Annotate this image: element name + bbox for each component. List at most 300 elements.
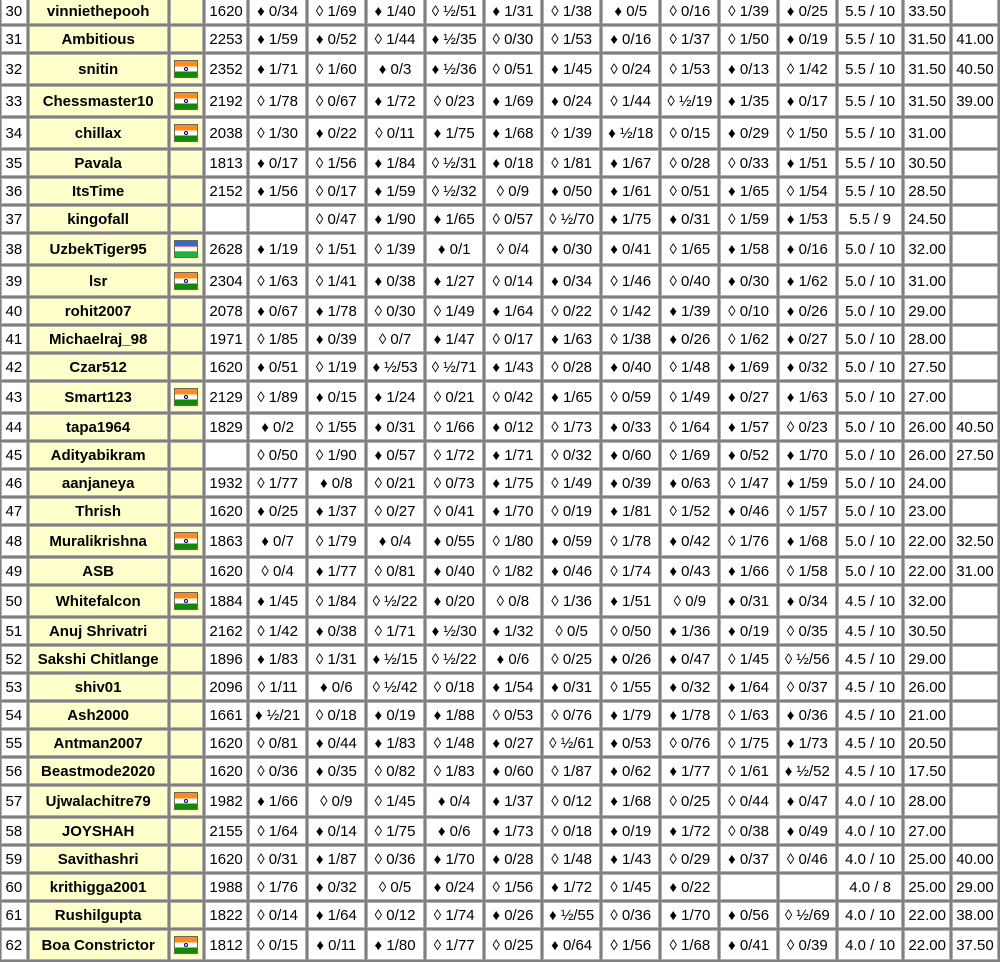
round-result-cell: ◊ 0/21 — [367, 470, 424, 496]
round-result-cell: ♦ 0/31 — [367, 414, 424, 440]
india-flag-icon — [174, 532, 198, 550]
round-result-cell: ♦ 0/33 — [602, 414, 659, 440]
table-row — [1, 354, 998, 380]
round-result-cell: ♦ 0/7 — [249, 526, 306, 556]
round-result-cell: ♦ 0/26 — [602, 646, 659, 672]
round-result-cell: ◊ 1/39 — [367, 234, 424, 264]
round-result-cell: ♦ 0/67 — [249, 298, 306, 324]
score-cell: 4.0 / 10 — [838, 818, 903, 844]
round-result-cell: ◊ 0/23 — [779, 414, 836, 440]
tiebreak-1-cell: 28.00 — [904, 786, 950, 816]
india-flag-icon — [174, 272, 198, 290]
tiebreak-2-cell — [952, 234, 998, 264]
round-result-cell: ♦ 0/51 — [249, 354, 306, 380]
round-result-cell: ◊ 0/46 — [779, 846, 836, 872]
india-flag-icon — [174, 792, 198, 810]
rank-cell: 44 — [1, 414, 27, 440]
score-cell: 4.5 / 10 — [838, 702, 903, 728]
round-result-cell: ◊ 0/33 — [720, 150, 776, 176]
tiebreak-2-cell: 29.00 — [952, 874, 998, 900]
round-result-cell: ◊ 1/71 — [367, 618, 424, 644]
flag-cell — [170, 846, 204, 872]
flag-cell — [170, 206, 204, 232]
table-row — [1, 586, 998, 616]
rank-cell: 55 — [1, 730, 27, 756]
round-result-cell: ◊ 1/74 — [426, 902, 483, 928]
round-result-cell: ◊ 1/59 — [720, 206, 776, 232]
round-result-cell: ♦ 1/80 — [367, 930, 424, 960]
round-result-cell: ♦ 1/81 — [602, 498, 659, 524]
round-result-cell: ◊ 0/12 — [543, 786, 600, 816]
flag-cell — [170, 674, 204, 700]
round-result-cell: ♦ 1/36 — [661, 618, 718, 644]
round-result-cell: ◊ 1/64 — [661, 414, 718, 440]
round-result-cell: ♦ 1/70 — [661, 902, 718, 928]
score-cell: 4.5 / 10 — [838, 758, 903, 784]
round-result-cell: ♦ 1/68 — [485, 118, 541, 148]
round-result-cell: ◊ 0/28 — [661, 150, 718, 176]
round-result-cell: ◊ 0/81 — [367, 558, 424, 584]
tiebreak-1-cell: 17.50 — [904, 758, 950, 784]
round-result-cell: ◊ 1/55 — [602, 674, 659, 700]
round-result-cell: ◊ ½/22 — [426, 646, 483, 672]
round-result-cell: ♦ 0/14 — [308, 818, 364, 844]
rating-cell: 1620 — [205, 730, 247, 756]
player-name-cell: UzbekTiger95 — [29, 234, 168, 264]
round-result-cell: ♦ 1/83 — [367, 730, 424, 756]
round-result-cell: ◊ 0/28 — [543, 354, 600, 380]
flag-cell — [170, 26, 204, 52]
round-result-cell: ♦ 0/22 — [308, 118, 364, 148]
player-name-cell: Anuj Shrivatri — [29, 618, 168, 644]
round-result-cell: ♦ 1/64 — [720, 674, 776, 700]
round-result-cell: ♦ 0/4 — [426, 786, 483, 816]
round-result-cell: ♦ 1/68 — [779, 526, 836, 556]
score-cell: 5.5 / 9 — [838, 206, 903, 232]
rating-cell: 2038 — [205, 118, 247, 148]
score-cell: 5.5 / 10 — [838, 118, 903, 148]
tiebreak-1-cell: 31.50 — [904, 54, 950, 84]
rating-cell: 1620 — [205, 498, 247, 524]
round-result-cell: ♦ 1/63 — [543, 326, 600, 352]
round-result-cell: ♦ 0/31 — [543, 674, 600, 700]
rank-cell: 30 — [1, 0, 27, 24]
rank-cell: 34 — [1, 118, 27, 148]
table-row — [1, 526, 998, 556]
round-result-cell: ◊ 1/44 — [602, 86, 659, 116]
round-result-cell: ◊ 1/46 — [602, 266, 659, 296]
round-result-cell: ◊ 1/58 — [779, 558, 836, 584]
tiebreak-2-cell — [952, 326, 998, 352]
round-result-cell: ♦ 1/78 — [308, 298, 364, 324]
round-result-cell: ◊ 0/30 — [485, 26, 541, 52]
tiebreak-2-cell — [952, 674, 998, 700]
round-result-cell: ◊ 1/38 — [543, 0, 600, 24]
round-result-cell: ◊ 1/56 — [308, 150, 364, 176]
round-result-cell: ♦ 1/73 — [779, 730, 836, 756]
round-result-cell: ◊ 1/66 — [426, 414, 483, 440]
round-result-cell: ◊ 0/18 — [426, 674, 483, 700]
player-name-cell: Muralikrishna — [29, 526, 168, 556]
round-result-cell: ♦ 0/38 — [367, 266, 424, 296]
rank-cell: 41 — [1, 326, 27, 352]
round-result-cell: ◊ 0/15 — [661, 118, 718, 148]
rank-cell: 37 — [1, 206, 27, 232]
table-row — [1, 178, 998, 204]
round-result-cell: ♦ 0/44 — [308, 730, 364, 756]
round-result-cell: ♦ 1/65 — [426, 206, 483, 232]
round-result-cell: ◊ 1/78 — [602, 526, 659, 556]
rank-cell: 56 — [1, 758, 27, 784]
rank-cell: 60 — [1, 874, 27, 900]
round-result-cell: ♦ 0/1 — [426, 234, 483, 264]
tiebreak-2-cell: 32.50 — [952, 526, 998, 556]
round-result-cell: ♦ 0/47 — [779, 786, 836, 816]
round-result-cell: ♦ 0/25 — [779, 0, 836, 24]
score-cell: 5.0 / 10 — [838, 266, 903, 296]
round-result-cell: ♦ 1/70 — [426, 846, 483, 872]
round-result-cell: ♦ 1/59 — [249, 26, 306, 52]
round-result-cell: ♦ 0/53 — [602, 730, 659, 756]
round-result-cell: ♦ 0/17 — [249, 150, 306, 176]
score-cell: 5.5 / 10 — [838, 86, 903, 116]
score-cell: 5.0 / 10 — [838, 470, 903, 496]
rank-cell: 49 — [1, 558, 27, 584]
round-result-cell: ♦ 0/22 — [661, 874, 718, 900]
round-result-cell: ◊ 1/42 — [779, 54, 836, 84]
round-result-cell: ◊ 0/42 — [485, 382, 541, 412]
flag-cell — [170, 618, 204, 644]
round-result-cell: ♦ 0/25 — [249, 498, 306, 524]
round-result-cell: ♦ 1/54 — [485, 674, 541, 700]
round-result-cell: ◊ 1/53 — [543, 26, 600, 52]
round-result-cell: ◊ 0/22 — [543, 298, 600, 324]
round-result-cell: ♦ 1/57 — [720, 414, 776, 440]
round-result-cell: ♦ 1/45 — [249, 586, 306, 616]
tiebreak-2-cell: 37.50 — [952, 930, 998, 960]
round-result-cell: ♦ 1/61 — [602, 178, 659, 204]
player-name-cell: shiv01 — [29, 674, 168, 700]
round-result-cell: ♦ 1/51 — [602, 586, 659, 616]
round-result-cell: ♦ 0/41 — [720, 930, 776, 960]
rating-cell: 2078 — [205, 298, 247, 324]
india-flag-icon — [174, 124, 198, 142]
round-result-cell: ◊ 1/48 — [543, 846, 600, 872]
table-row — [1, 414, 998, 440]
round-result-cell: ♦ 0/19 — [602, 818, 659, 844]
round-result-cell: ◊ 0/12 — [367, 902, 424, 928]
score-cell: 5.0 / 10 — [838, 526, 903, 556]
round-result-cell: ♦ 0/34 — [779, 586, 836, 616]
flag-cell — [170, 298, 204, 324]
round-result-cell: ♦ 0/6 — [308, 674, 364, 700]
round-result-cell: ♦ 1/24 — [367, 382, 424, 412]
tiebreak-2-cell — [952, 382, 998, 412]
round-result-cell: ◊ 1/49 — [543, 470, 600, 496]
round-result-cell: ◊ 1/83 — [426, 758, 483, 784]
tiebreak-2-cell — [952, 730, 998, 756]
round-result-cell: ♦ 0/43 — [661, 558, 718, 584]
flag-cell — [170, 0, 204, 24]
table-row — [1, 902, 998, 928]
table-row — [1, 702, 998, 728]
round-result-cell: ◊ 1/30 — [249, 118, 306, 148]
round-result-cell: ♦ 0/8 — [308, 470, 364, 496]
round-result-cell: ♦ 0/19 — [779, 26, 836, 52]
rating-cell: 1620 — [205, 354, 247, 380]
score-cell: 5.0 / 10 — [838, 382, 903, 412]
rating-cell: 1620 — [205, 0, 247, 24]
rank-cell: 50 — [1, 586, 27, 616]
round-result-cell: ♦ 0/20 — [426, 586, 483, 616]
india-flag-icon — [174, 60, 198, 78]
score-cell: 4.0 / 10 — [838, 902, 903, 928]
tiebreak-2-cell — [952, 266, 998, 296]
rating-cell: 1620 — [205, 758, 247, 784]
india-flag-icon — [174, 936, 198, 954]
round-result-cell: ♦ 1/56 — [249, 178, 306, 204]
tiebreak-2-cell — [952, 586, 998, 616]
tiebreak-2-cell: 41.00 — [952, 26, 998, 52]
tiebreak-1-cell: 32.00 — [904, 586, 950, 616]
round-result-cell: ◊ 1/90 — [308, 442, 364, 468]
round-result-cell: ◊ 1/60 — [308, 54, 364, 84]
round-result-cell: ♦ 1/32 — [485, 618, 541, 644]
round-result-cell: ♦ 1/59 — [779, 470, 836, 496]
table-row — [1, 206, 998, 232]
player-name-cell: Ash2000 — [29, 702, 168, 728]
tiebreak-1-cell: 28.50 — [904, 178, 950, 204]
tiebreak-1-cell: 31.00 — [904, 266, 950, 296]
player-name-cell: Sakshi Chitlange — [29, 646, 168, 672]
round-result-cell: ♦ 1/63 — [779, 382, 836, 412]
table-row — [1, 498, 998, 524]
player-name-cell: Michaelraj_98 — [29, 326, 168, 352]
tiebreak-1-cell: 22.00 — [904, 526, 950, 556]
round-result-cell: ◊ 1/47 — [720, 470, 776, 496]
round-result-cell: ♦ 1/69 — [720, 354, 776, 380]
round-result-cell: ◊ 1/64 — [249, 818, 306, 844]
round-result-cell: ◊ 0/17 — [485, 326, 541, 352]
score-cell: 5.5 / 10 — [838, 150, 903, 176]
round-result-cell: ◊ 0/35 — [779, 618, 836, 644]
flag-cell — [170, 86, 204, 116]
rank-cell: 61 — [1, 902, 27, 928]
round-result-cell: ♦ 1/71 — [485, 442, 541, 468]
round-result-cell: ◊ 1/49 — [426, 298, 483, 324]
tiebreak-2-cell: 39.00 — [952, 86, 998, 116]
round-result-cell: ♦ 0/4 — [367, 526, 424, 556]
round-result-cell: ♦ 1/72 — [543, 874, 600, 900]
rating-cell: 1822 — [205, 902, 247, 928]
tiebreak-2-cell: 38.00 — [952, 902, 998, 928]
score-cell: 4.5 / 10 — [838, 618, 903, 644]
rating-cell: 1988 — [205, 874, 247, 900]
round-result-cell: ♦ 0/27 — [779, 326, 836, 352]
round-result-cell: ♦ 0/5 — [602, 0, 659, 24]
round-result-cell: ♦ 0/3 — [367, 54, 424, 84]
flag-cell — [170, 874, 204, 900]
table-row — [1, 234, 998, 264]
table-row — [1, 874, 998, 900]
flag-cell — [170, 118, 204, 148]
standings-body — [1, 0, 998, 960]
round-result-cell: ◊ 1/44 — [367, 26, 424, 52]
table-row — [1, 150, 998, 176]
rating-cell: 1620 — [205, 558, 247, 584]
round-result-cell: ◊ 1/51 — [308, 234, 364, 264]
round-result-cell: ◊ 1/48 — [661, 354, 718, 380]
tiebreak-1-cell: 29.00 — [904, 298, 950, 324]
round-result-cell: ♦ 0/6 — [485, 646, 541, 672]
table-row — [1, 646, 998, 672]
tiebreak-1-cell: 30.50 — [904, 150, 950, 176]
round-result-cell: ◊ 0/27 — [367, 498, 424, 524]
round-result-cell: ◊ 1/49 — [661, 382, 718, 412]
round-result-cell: ◊ 0/81 — [249, 730, 306, 756]
rank-cell: 52 — [1, 646, 27, 672]
player-name-cell: Czar512 — [29, 354, 168, 380]
round-result-cell: ◊ 1/62 — [720, 326, 776, 352]
round-result-cell: ♦ 0/34 — [543, 266, 600, 296]
player-name-cell: Whitefalcon — [29, 586, 168, 616]
rank-cell: 46 — [1, 470, 27, 496]
tiebreak-2-cell — [952, 298, 998, 324]
rating-cell: 1813 — [205, 150, 247, 176]
table-row — [1, 118, 998, 148]
rating-cell: 2155 — [205, 818, 247, 844]
rating-cell — [205, 206, 247, 232]
tiebreak-2-cell — [952, 150, 998, 176]
round-result-cell: ◊ 0/41 — [426, 498, 483, 524]
round-result-cell: ♦ 0/39 — [602, 470, 659, 496]
round-result-cell: ◊ 0/18 — [308, 702, 364, 728]
round-result-cell: ♦ 0/30 — [720, 266, 776, 296]
round-result-cell: ♦ 1/51 — [779, 150, 836, 176]
flag-cell — [170, 902, 204, 928]
player-name-cell: Ujwalachitre79 — [29, 786, 168, 816]
round-result-cell: ◊ 1/11 — [249, 674, 306, 700]
player-name-cell: krithigga2001 — [29, 874, 168, 900]
round-result-cell: ♦ 0/63 — [661, 470, 718, 496]
tiebreak-2-cell — [952, 470, 998, 496]
round-result-cell: ♦ 0/24 — [426, 874, 483, 900]
round-result-cell: ◊ 1/53 — [661, 54, 718, 84]
round-result-cell: ◊ 1/69 — [308, 0, 364, 24]
india-flag-icon — [174, 592, 198, 610]
round-result-cell: ♦ 0/31 — [661, 206, 718, 232]
rating-cell: 1863 — [205, 526, 247, 556]
rank-cell: 57 — [1, 786, 27, 816]
tiebreak-2-cell — [952, 702, 998, 728]
score-cell: 5.0 / 10 — [838, 442, 903, 468]
round-result-cell: ◊ 1/89 — [249, 382, 306, 412]
round-result-cell: ◊ ½/32 — [426, 178, 483, 204]
rank-cell: 31 — [1, 26, 27, 52]
round-result-cell: ◊ 0/50 — [602, 618, 659, 644]
round-result-cell: ◊ 0/17 — [308, 178, 364, 204]
round-result-cell: ♦ 0/24 — [543, 86, 600, 116]
round-result-cell: ♦ 0/32 — [308, 874, 364, 900]
round-result-cell: ◊ 0/44 — [720, 786, 776, 816]
round-result-cell: ◊ 0/9 — [485, 178, 541, 204]
round-result-cell: ♦ 0/52 — [720, 442, 776, 468]
player-name-cell: ItsTime — [29, 178, 168, 204]
round-result-cell: ◊ 1/63 — [720, 702, 776, 728]
round-result-cell: ♦ 0/46 — [720, 498, 776, 524]
flag-cell — [170, 54, 204, 84]
player-name-cell: Boa Constrictor — [29, 930, 168, 960]
round-result-cell: ◊ 0/4 — [249, 558, 306, 584]
score-cell: 4.5 / 10 — [838, 586, 903, 616]
round-result-cell: ♦ 0/35 — [308, 758, 364, 784]
rating-cell: 1829 — [205, 414, 247, 440]
round-result-cell: ◊ 1/50 — [720, 26, 776, 52]
rank-cell: 36 — [1, 178, 27, 204]
round-result-cell: ◊ 1/52 — [661, 498, 718, 524]
flag-cell — [170, 498, 204, 524]
tiebreak-2-cell — [952, 498, 998, 524]
round-result-cell: ◊ 1/73 — [543, 414, 600, 440]
round-result-cell: ♦ 1/70 — [779, 442, 836, 468]
round-result-cell: ♦ 1/75 — [485, 470, 541, 496]
round-result-cell: ◊ 0/4 — [485, 234, 541, 264]
flag-cell — [170, 758, 204, 784]
round-result-cell: ◊ ½/42 — [367, 674, 424, 700]
round-result-cell: ♦ 0/46 — [543, 558, 600, 584]
table-row — [1, 26, 998, 52]
tiebreak-2-cell — [952, 786, 998, 816]
round-result-cell: ♦ 1/84 — [367, 150, 424, 176]
round-result-cell: ◊ 1/41 — [308, 266, 364, 296]
round-result-cell: ♦ 1/75 — [426, 118, 483, 148]
flag-cell — [170, 818, 204, 844]
round-result-cell: ◊ 1/57 — [779, 498, 836, 524]
rating-cell: 2162 — [205, 618, 247, 644]
score-cell: 5.0 / 10 — [838, 558, 903, 584]
tiebreak-1-cell: 30.50 — [904, 618, 950, 644]
round-result-cell: ♦ 0/19 — [720, 618, 776, 644]
rating-cell: 2152 — [205, 178, 247, 204]
player-name-cell: aanjaneya — [29, 470, 168, 496]
round-result-cell: ◊ 1/42 — [602, 298, 659, 324]
round-result-cell: ♦ 0/27 — [720, 382, 776, 412]
round-result-cell: ♦ 0/36 — [779, 702, 836, 728]
round-result-cell: ♦ 0/39 — [308, 326, 364, 352]
tiebreak-1-cell: 26.00 — [904, 414, 950, 440]
tiebreak-2-cell — [952, 354, 998, 380]
round-result-cell: ♦ 0/60 — [602, 442, 659, 468]
round-result-cell: ◊ 0/31 — [249, 846, 306, 872]
round-result-cell: ♦ 0/42 — [661, 526, 718, 556]
india-flag-icon — [174, 92, 198, 110]
round-result-cell: ◊ 0/11 — [367, 118, 424, 148]
round-result-cell: ♦ 1/19 — [249, 234, 306, 264]
india-flag-icon — [174, 388, 198, 406]
round-result-cell: ♦ 0/28 — [485, 846, 541, 872]
rating-cell: 2352 — [205, 54, 247, 84]
round-result-cell: ◊ ½/71 — [426, 354, 483, 380]
rating-cell: 2304 — [205, 266, 247, 296]
flag-cell — [170, 414, 204, 440]
round-result-cell: ◊ 1/39 — [543, 118, 600, 148]
round-result-cell: ◊ 1/56 — [485, 874, 541, 900]
round-result-cell: ♦ 0/62 — [602, 758, 659, 784]
player-name-cell: snitin — [29, 54, 168, 84]
table-row — [1, 470, 998, 496]
round-result-cell: ◊ ½/19 — [661, 86, 718, 116]
round-result-cell: ♦ 0/2 — [249, 414, 306, 440]
